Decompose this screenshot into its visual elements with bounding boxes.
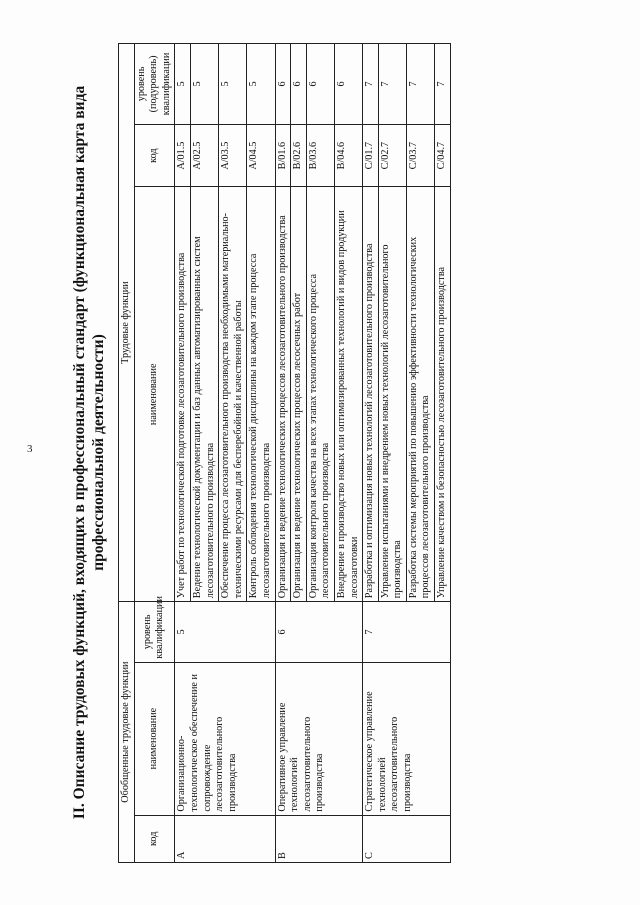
labor-function-code: В/03.6	[306, 124, 334, 187]
labor-function-level: 7	[378, 44, 406, 125]
labor-function-code: А/04.5	[247, 124, 275, 187]
header-generalized-functions: Обобщенные трудовые функции	[119, 602, 135, 863]
section-title	[70, 40, 108, 865]
header-name: наименование	[134, 662, 175, 815]
header-function-code: код	[134, 124, 175, 187]
labor-function-code: С/04.7	[435, 124, 451, 187]
header-code: код	[134, 815, 175, 862]
group-header-row	[119, 44, 135, 863]
labor-function-name: Организация и ведение технологических процессов лесозаготовительного производства	[275, 187, 291, 602]
labor-function-name: Обеспечение процесса лесозаготовительного производства необходимыми материально-техническими ресурсами для бесперебойной и качественной работы	[219, 187, 247, 602]
labor-function-level: 5	[190, 44, 218, 125]
labor-function-level: 6	[291, 44, 307, 125]
labor-function-name: Организация контроля качества на всех этапах технологического процесса лесозаготовительного производства	[306, 187, 334, 602]
labor-function-code: А/01.5	[175, 124, 191, 187]
generalized-function-name: Стратегическое управление технологией лесозаготовительного производства	[363, 662, 451, 815]
labor-function-name: Ведение технологической документации и баз данных автоматизированных систем лесозаготовительного производства	[190, 187, 218, 602]
header-level: уровень квалификации	[134, 602, 175, 662]
table-row	[175, 44, 191, 863]
labor-function-code: А/03.5	[219, 124, 247, 187]
labor-function-level: 7	[435, 44, 451, 125]
generalized-function-level: 6	[275, 602, 363, 662]
labor-function-name: Учет работ по технологической подготовке лесозаготовительного производства	[175, 187, 191, 602]
labor-function-name: Внедрение в производство новых или оптимизированных технологий и видов продукции лесозаготовки	[334, 187, 362, 602]
generalized-function-level: 5	[175, 602, 275, 662]
labor-function-code: С/01.7	[363, 124, 379, 187]
section-title-line-2: профессиональной деятельности)	[90, 334, 107, 571]
labor-function-level: 6	[306, 44, 334, 125]
labor-function-level: 5	[247, 44, 275, 125]
header-function-name: наименование	[134, 187, 175, 602]
table-row	[275, 44, 291, 863]
labor-function-level: 6	[275, 44, 291, 125]
labor-function-code: С/03.7	[406, 124, 434, 187]
page-number: 3	[27, 443, 33, 455]
generalized-function-code: А	[175, 815, 275, 862]
labor-function-level: 7	[406, 44, 434, 125]
labor-function-level: 7	[363, 44, 379, 125]
generalized-function-code: С	[363, 815, 451, 862]
functional-map-table	[118, 43, 451, 863]
generalized-function-name: Организационно-технологическое обеспечение и сопровождение лесозаготовительного производства	[175, 662, 275, 815]
labor-function-name: Организация и ведение технологических процессов лесосечных работ	[291, 187, 307, 602]
header-function-level: уровень (подуровень) квалификации	[134, 44, 175, 125]
labor-function-name: Разработка системы мероприятий по повышению эффективности технологических процессов лесозаготовительного производства	[406, 187, 434, 602]
header-labor-functions: Трудовые функции	[119, 44, 135, 602]
table-body	[175, 44, 450, 863]
labor-function-code: В/01.6	[275, 124, 291, 187]
labor-function-name: Управление качеством и безопасностью лесозаготовительного производства	[435, 187, 451, 602]
labor-function-level: 5	[219, 44, 247, 125]
labor-function-name: Разработка и оптимизация новых технологий лесозаготовительного производства	[363, 187, 379, 602]
labor-function-code: А/02.5	[190, 124, 218, 187]
table-row	[363, 44, 379, 863]
labor-function-name: Управление испытаниями и внедрением новых технологий лесозаготовительного производства	[378, 187, 406, 602]
labor-function-name: Контроль соблюдения технологической дисциплины на каждом этапе процесса лесозаготовительного производства	[247, 187, 275, 602]
column-header-row	[134, 44, 175, 863]
labor-function-level: 6	[334, 44, 362, 125]
section-title-line-1: II. Описание трудовых функций, входящих в профессиональный стандарт (функциональная карта вида	[71, 85, 88, 820]
labor-function-code: С/02.7	[378, 124, 406, 187]
labor-function-code: В/02.6	[291, 124, 307, 187]
generalized-function-level: 7	[363, 602, 451, 662]
generalized-function-code: В	[275, 815, 363, 862]
labor-function-level: 5	[175, 44, 191, 125]
labor-function-code: В/04.6	[334, 124, 362, 187]
generalized-function-name: Оперативное управление технологией лесозаготовительного производства	[275, 662, 363, 815]
